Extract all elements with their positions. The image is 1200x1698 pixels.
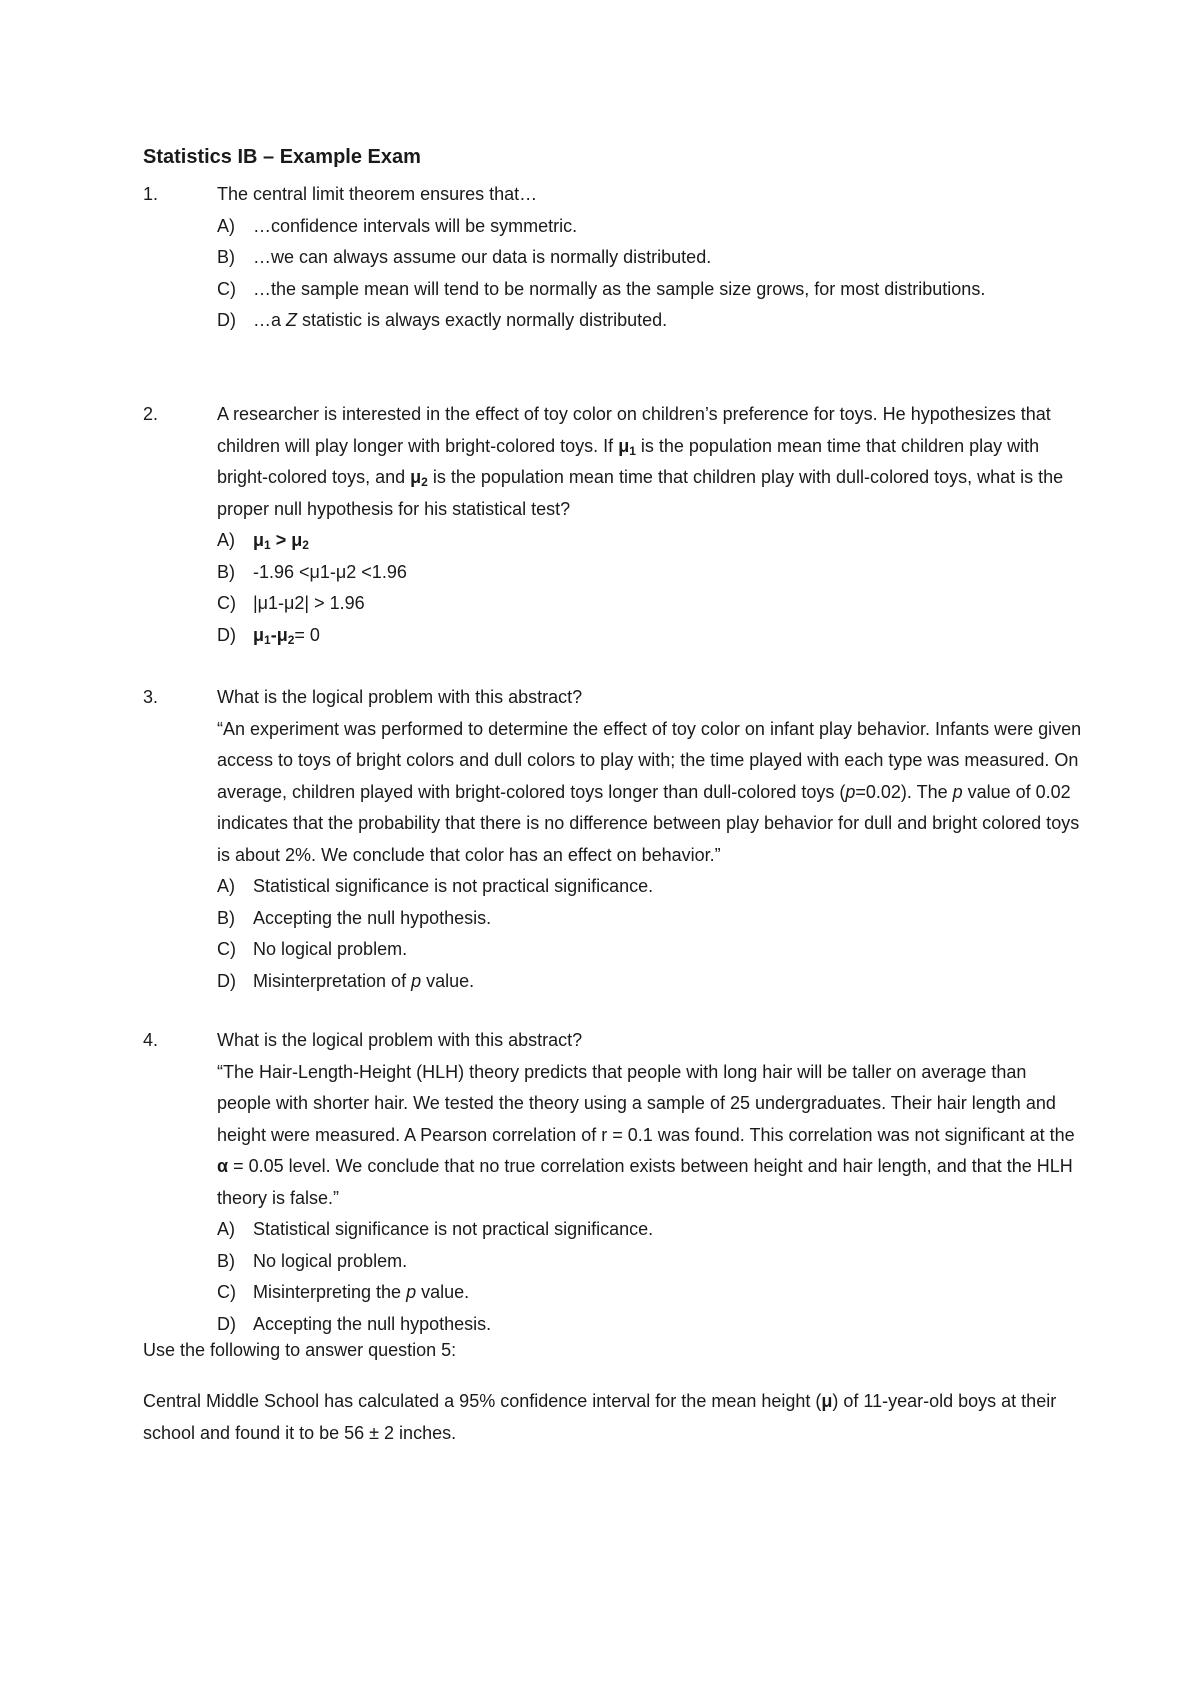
question-5-intro: Use the following to answer question 5: [143,1340,457,1360]
question-stem: A researcher is interested in the effect of toy color on children’s preference for toys. He hypothesizes that children will play longer with bright-colored toys. If $\mu_1$ is the population mean time that children play with bright-colored toys, and $\mu_2$ is the population mean time that children play with dull-colored toys, what is the proper null hypothesis for his statistical test? [217,404,1064,519]
question-4 [143,1025,1083,1340]
option-d: D) Misinterpretation of p value. [217,970,475,991]
option-d: D) …a Z statistic is always exactly normally distributed. [217,310,668,330]
option-b: B) Accepting the null hypothesis. [217,907,492,928]
abstract-quote: “An experiment was performed to determine the effect of toy color on infant play behavior. Infants were given access to toys of bright colors and dull colors to play with; the time played with each type was measured. On average, children played with bright-colored toys longer than dull-colored toys (p=0.02). The p value of 0.02 indicates that the probability that there is no difference between play behavior for dull and bright colored toys is about 2%. We conclude that color has an effect on behavior.” [217,718,1082,865]
option-b: B) …we can always assume our data is normally distributed. [217,247,712,267]
question-number: 3. [143,687,159,707]
question-5-context: Central Middle School has calculated a 95% confidence interval for the mean height (μ) of 11-year-old boys at their school and found it to be 56 ± 2 inches. [143,1391,1057,1443]
question-stem: The central limit theorem ensures that… [217,184,538,204]
option-a: A) …confidence intervals will be symmetric. [217,215,578,236]
option-a: A) Statistical significance is not practical significance. [217,1219,654,1239]
option-b: B) -1.96 <μ1-μ2 <1.96 [217,561,407,582]
question-number: 1. [143,184,159,204]
page-title: Statistics IB – Example Exam [143,146,421,168]
question-stem: What is the logical problem with this abstract? [217,1030,583,1050]
option-d: D) $\mu_1-\mu_2= 0$ [217,624,320,647]
option-c: C) |μ1-μ2| > 1.96 [217,593,365,613]
option-a: A) $\mu_1 > \mu_2$ [217,530,309,552]
question-number: 2. [143,404,159,424]
question-3 [143,682,1083,997]
option-d: D) Accepting the null hypothesis. [217,1313,492,1334]
option-c: C) …the sample mean will tend to be normally as the sample size grows, for most distributions. [217,278,986,299]
question-2 [143,399,1083,651]
question-number: 4. [143,1030,159,1050]
option-a: A) Statistical significance is not practical significance. [217,876,654,896]
option-c: C) Misinterpreting the p value. [217,1282,470,1302]
option-b: B) No logical problem. [217,1250,408,1271]
abstract-quote: “The Hair-Length-Height (HLH) theory predicts that people with long hair will be taller on average than people with shorter hair. We tested the theory using a sample of 25 undergraduates. Their hair length and height were measured. A Pearson correlation of r = 0.1 was found. This correlation was not significant at the α = 0.05 level. We conclude that no true correlation exists between height and hair length, and that the HLH theory is false.” [217,1061,1075,1208]
option-c: C) No logical problem. [217,939,408,959]
question-stem: What is the logical problem with this abstract? [217,687,583,707]
question-1 [143,179,1083,337]
